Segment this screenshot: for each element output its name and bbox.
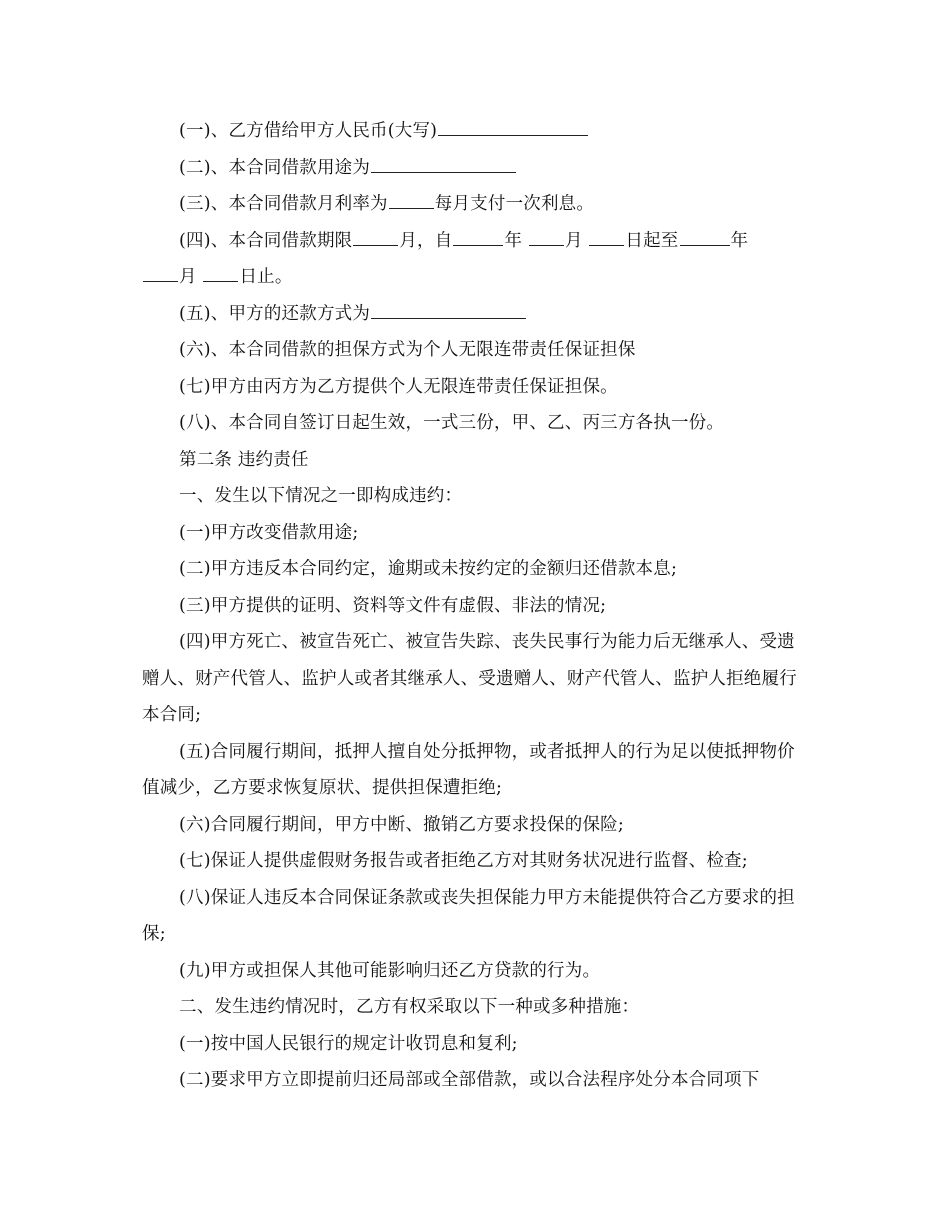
start-month-blank xyxy=(529,227,564,246)
repayment-method-blank xyxy=(371,300,526,319)
amount-blank xyxy=(438,117,588,136)
term-months-blank xyxy=(353,227,398,246)
end-year-blank xyxy=(680,227,730,246)
section-1-title: 一、发生以下情况之一即构成违约： xyxy=(179,486,463,506)
clause-6: (六)、本合同借款的担保方式为个人无限连带责任保证担保 xyxy=(179,340,636,360)
measure-item-2: (二)要求甲方立即提前归还局部或全部借款，或以合法程序处分本合同项下 xyxy=(179,1070,760,1090)
clause-4 xyxy=(142,223,802,296)
clause-2-text: (二)、本合同借款用途为 xyxy=(179,157,371,178)
clause-8: (八)、本合同自签订日起生效，一式三份，甲、乙、丙三方各执一份。 xyxy=(179,413,725,433)
clause-4-text-c: 年 xyxy=(504,230,523,251)
clause-3 xyxy=(142,186,802,223)
breach-item-2: (二)甲方违反本合同约定，逾期或未按约定的金额归还借款本息; xyxy=(179,559,678,579)
article-2-title: 第二条 违约责任 xyxy=(179,449,309,470)
start-day-blank xyxy=(589,227,624,246)
breach-item-5: (五)合同履行期间，抵押人擅自处分抵押物，或者抵押人的行为足以使抵押物价值减少，乙方要求恢复原状、提供担保遭拒绝; xyxy=(142,741,795,798)
clause-4-text-b: 月，自 xyxy=(399,230,453,251)
clause-4-text-h: 日止。 xyxy=(239,267,293,287)
purpose-blank xyxy=(371,154,516,173)
clause-4-text-d: 月 xyxy=(564,230,583,251)
measure-item-1: (一)按中国人民银行的规定计收罚息和复利; xyxy=(179,1033,518,1054)
breach-item-6: (六)合同履行期间，甲方中断、撤销乙方要求投保的保险; xyxy=(179,814,624,835)
clause-3-text-a: (三)、本合同借款月利率为 xyxy=(179,194,388,214)
clause-4-text-f: 年 xyxy=(730,230,749,251)
breach-item-1: (一)甲方改变借款用途; xyxy=(179,522,359,543)
clause-1 xyxy=(142,113,802,150)
clause-3-text-b: 每月支付一次利息。 xyxy=(434,194,595,214)
breach-item-3: (三)甲方提供的证明、资料等文件有虚假、非法的情况; xyxy=(179,595,607,616)
clause-1-text: (一)、乙方借给甲方人民币(大写) xyxy=(179,121,438,141)
clause-4-text-e: 日起至 xyxy=(625,230,679,251)
clause-7: (七)甲方由丙方为乙方提供个人无限连带责任保证担保。 xyxy=(179,376,618,397)
document-body xyxy=(142,113,802,1099)
clause-2 xyxy=(142,150,802,187)
end-day-blank xyxy=(203,263,238,282)
clause-5 xyxy=(142,296,802,333)
section-2-title: 二、发生违约情况时，乙方有权采取以下一种或多种措施： xyxy=(179,997,640,1017)
clause-5-text: (五)、甲方的还款方式为 xyxy=(179,303,371,324)
clause-4-text-g: 月 xyxy=(179,267,197,287)
start-year-blank xyxy=(453,227,503,246)
breach-item-4: (四)甲方死亡、被宣告死亡、被宣告失踪、丧失民事行为能力后无继承人、受遗赠人、财产代管人、监护人或者其继承人、受遗赠人、财产代管人、监护人拒绝履行本合同; xyxy=(142,632,797,725)
breach-item-7: (七)保证人提供虚假财务报告或者拒绝乙方对其财务状况进行监督、检查; xyxy=(179,851,748,871)
end-month-blank xyxy=(143,263,178,282)
interest-rate-blank xyxy=(389,190,434,209)
breach-item-8: (八)保证人违反本合同保证条款或丧失担保能力甲方未能提供符合乙方要求的担保; xyxy=(142,887,795,944)
clause-4-text-a: (四)、本合同借款期限 xyxy=(179,230,353,251)
breach-item-9: (九)甲方或担保人其他可能影响归还乙方贷款的行为。 xyxy=(179,960,601,981)
